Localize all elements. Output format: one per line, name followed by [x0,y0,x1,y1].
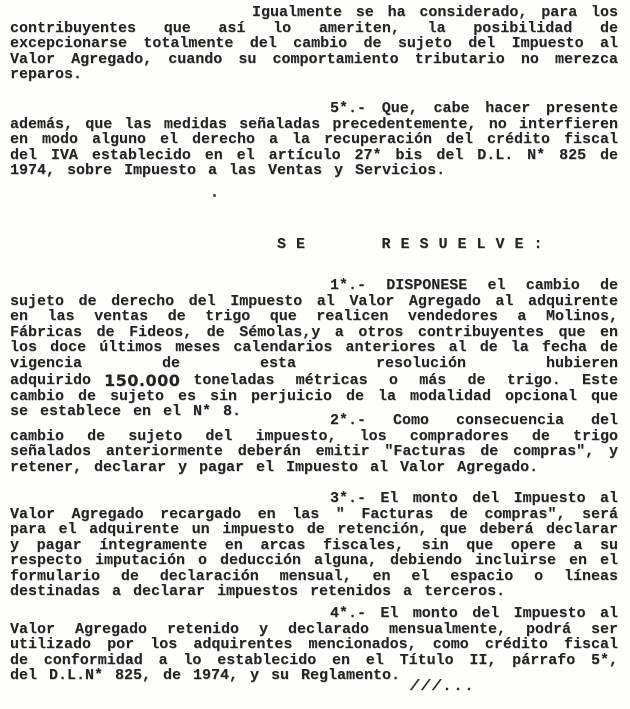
considerando-5-paragraph: 5*.- Que, cabe hacer presente además, que las medidas señaladas precedentemente, no interfieren en modo alguno el derecho a la recuperación del crédito fiscal del IVA establecido en el artículo 27* bis del D.L. N* 825 de 1974, sobre Impuesto a las Ventas y Servicios. [10,100,618,179]
scan-artifact-dot [213,194,216,197]
se-resuelve-heading: S E R E S U E L V E : [277,236,544,253]
resolutivo-3-paragraph: 3*.- El monto del Impuesto al Valor Agregado recargado en las " Facturas de compras", será para el adquirente un impuesto de retención, que deberá declarar y pagar íntegramente en arcas fiscales, sin que opere a su respecto imputación o deducción alguna, debiendo incluirse en el formulario de declaración mensual, en el espacio o líneas destinadas a declarar impuestos retenidos a terceros. [10,490,618,600]
intro-paragraph: Igualmente se ha considerado, para los contribuyentes que así lo ameriten, la posibilidad de excepcionarse totalmente del cambio de sujeto del Impuesto al Valor Agregado, cuando su comportamiento tributario no merezca reparos. [10,4,618,83]
continuation-mark: ///... [410,678,477,695]
resolutivo-1-text-before: 1*.- DISPONESE el cambio de sujeto de derecho del Impuesto al Valor Agregado al adquirente en las ventas de trigo que realicen vendedores a Molinos, Fábricas de Fideos, de Sémolas,y a otros contribuyentes que en los doce últimos meses calendarios anteriores al de la fecha de vigencia de esta resolución hubieren adquirido [10,277,618,389]
resolutivo-2-paragraph: 2*.- Como consecuencia del cambio de sujeto del impuesto, los compradores de trigo señalados anteriormente deberán emitir "Facturas de compras", y retener, declarar y pagar el Impuesto al Valor Agregado. [10,412,618,476]
resolutivo-1-text-after: toneladas métricas o más de trigo. Este cambio de sujeto es sin perjuicio de la modalidad opcional que se establece en el N* 8. [10,372,618,420]
resolutivo-4-paragraph: 4*.- El monto del Impuesto al Valor Agregado retenido y declarado mensualmente, podrá ser utilizado por los adquirentes mencionados, como crédito fiscal de conformidad a lo establecido en el Título II, párrafo 5*, del D.L.N* 825, de 1974, y su Reglamento. [10,605,618,684]
resolutivo-1-paragraph [10,278,618,420]
inserted-tonnage-value: 150.000 [104,371,181,390]
